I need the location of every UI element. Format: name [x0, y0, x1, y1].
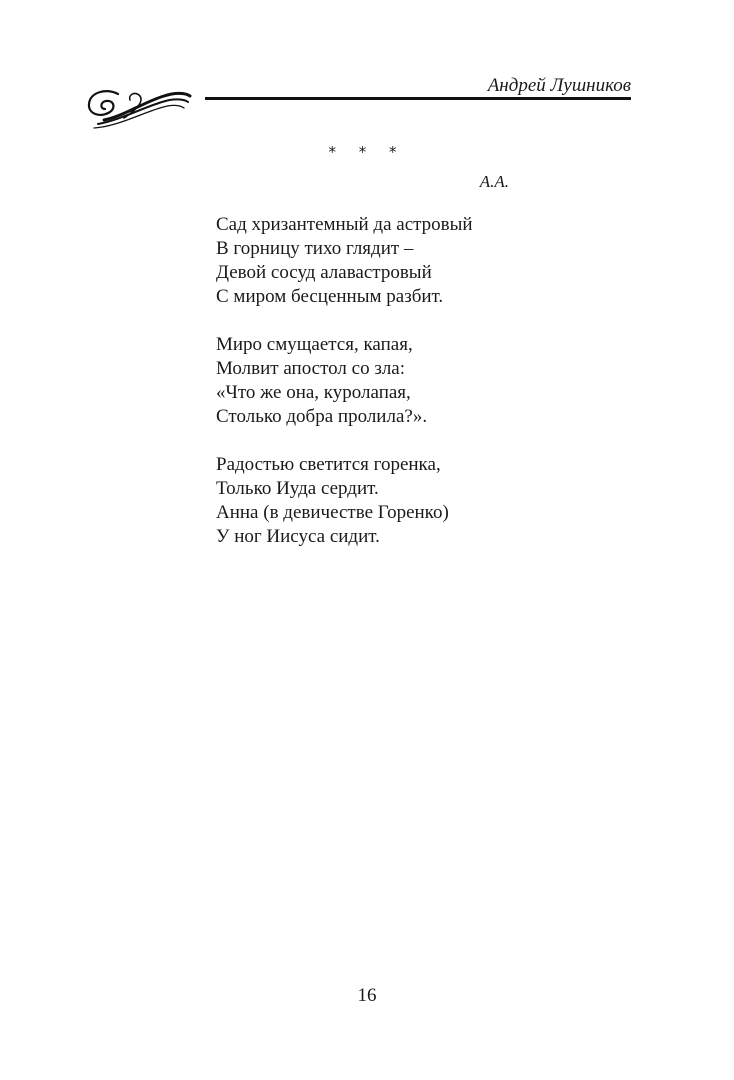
poem-line: С миром бесценным разбит.: [216, 286, 444, 307]
poem-line: «Что же она, куролапая,: [216, 382, 411, 403]
poem-dedication: А.А.: [479, 172, 509, 191]
stanza-separator: * * *: [328, 143, 406, 161]
poem-line: Анна (в девичестве Горенко): [216, 502, 449, 523]
poem-line: Молвит апостол со зла:: [216, 358, 406, 379]
poem-line: У ног Иисуса сидит.: [216, 526, 380, 547]
poem-body: [216, 213, 473, 573]
poem-line: Сад хризантемный да астровый: [216, 214, 473, 235]
poem-line: Миро смущается, капая,: [216, 334, 413, 355]
page-number: 16: [357, 985, 377, 1006]
poem-stanza-3: [216, 453, 473, 549]
poem-stanza-2: [216, 333, 473, 429]
running-header-author: Андрей Лушников: [487, 75, 631, 96]
poem-line: Столько добра пролила?».: [216, 406, 428, 427]
poem-line: Только Иуда сердит.: [216, 478, 379, 499]
header-divider-line: [205, 97, 631, 100]
poem-stanza-1: [216, 213, 473, 309]
poem-line: В горницу тихо глядит –: [216, 238, 414, 259]
calligraphic-flourish-icon: [84, 82, 194, 132]
poem-line: Девой сосуд алавастровый: [216, 262, 432, 283]
poem-line: Радостью светится горенка,: [216, 454, 441, 475]
